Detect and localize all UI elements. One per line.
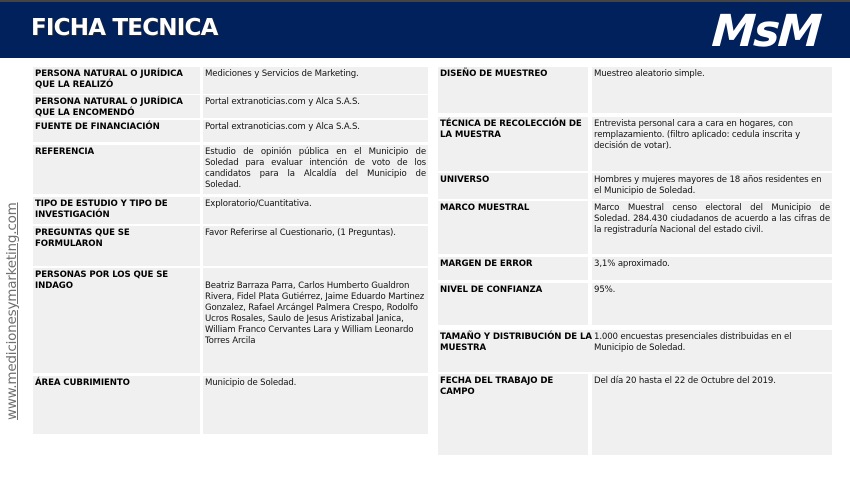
field-label: NIVEL DE CONFIANZA xyxy=(440,285,543,295)
field-label: TAMAÑO Y DISTRIBUCIÓN DE LA MUESTRA xyxy=(440,332,592,353)
table-row-confianza xyxy=(438,283,832,325)
field-value: 3,1% aproximado. xyxy=(594,259,670,269)
field-value: Hombres y mujeres mayores de 18 años residentes en el Municipio de Soledad. xyxy=(594,175,822,196)
table-row-fecha xyxy=(438,374,832,455)
table-row-personas xyxy=(33,268,428,373)
field-label: UNIVERSO xyxy=(440,175,490,185)
website-link[interactable]: www.medicionesymarketing.com xyxy=(4,202,20,420)
field-value: Muestreo aleatorio simple. xyxy=(594,69,705,79)
table-row-tecnica xyxy=(438,117,832,171)
field-value: Del día 20 hasta el 22 de Octubre del 2019. xyxy=(594,376,776,386)
field-label: PERSONA NATURAL O JURÍDICA QUE LA ENCOMENDÓ xyxy=(35,97,183,118)
field-label: TÉCNICA DE RECOLECCIÓN DE LA MUESTRA xyxy=(440,119,582,140)
table-row-referencia xyxy=(33,145,428,194)
table-row-preguntas xyxy=(33,226,428,266)
msm-logo: MsM xyxy=(710,6,822,57)
table-row-margen xyxy=(438,257,832,280)
table-row-realizo xyxy=(33,67,428,94)
field-value: Municipio de Soledad. xyxy=(205,378,297,388)
field-value: Entrevista personal cara a cara en hogares, con remplazamiento. (filtro aplicado: cedula inscrita y decisión de votar). xyxy=(594,119,801,151)
table-row-tamano xyxy=(438,330,832,372)
field-value: Favor Referirse al Cuestionario, (1 Preguntas). xyxy=(205,228,396,238)
field-value: 95%. xyxy=(594,285,616,295)
field-label: FECHA DEL TRABAJO DE CAMPO xyxy=(440,376,554,397)
table-row-diseno xyxy=(438,67,832,113)
field-value: 1.000 encuestas presenciales distribuidas en el Municipio de Soledad. xyxy=(594,332,792,353)
field-label: FUENTE DE FINANCIACIÓN xyxy=(35,122,160,132)
page-title: FICHA TECNICA xyxy=(31,15,218,41)
field-label: MARCO MUESTRAL xyxy=(440,203,530,213)
field-value: Portal extranoticias.com y Alca S.A.S. xyxy=(205,97,360,107)
field-label: PERSONA NATURAL O JURÍDICA QUE LA REALIZÓ xyxy=(35,69,183,90)
table-row-area xyxy=(33,376,428,434)
table-row-marco xyxy=(438,201,832,254)
field-value: Estudio de opinión pública en el Municipio de Soledad para evaluar intención de voto de los candidatos para la Alcaldía del Municipio de Soledad. xyxy=(205,147,426,190)
field-label: MARGEN DE ERROR xyxy=(440,259,533,269)
field-label: PREGUNTAS QUE SE FORMULARON xyxy=(35,228,130,249)
table-row-universo xyxy=(438,173,832,199)
table-row-financiacion xyxy=(33,120,428,142)
header-bar xyxy=(0,2,850,58)
field-label: PERSONAS POR LOS QUE SE INDAGO xyxy=(35,270,169,291)
table-row-tipo-estudio xyxy=(33,197,428,224)
field-value: Exploratorio/Cuantitativa. xyxy=(205,199,312,209)
table-row-encomendo xyxy=(33,95,428,118)
field-value: Portal extranoticias.com y Alca S.A.S. xyxy=(205,122,360,132)
field-value: Marco Muestral censo electoral del Municipio de Soledad. 284.430 ciudadanos de acuerdo a las cifras de la registraduría Nacional del estado civil. xyxy=(594,203,830,235)
field-label: DISEÑO DE MUESTREO xyxy=(440,69,548,79)
field-label: ÁREA CUBRIMIENTO xyxy=(35,378,130,388)
field-value: Mediciones y Servicios de Marketing. xyxy=(205,69,359,79)
field-value: Beatriz Barraza Parra, Carlos Humberto Gualdron Rivera, Fidel Plata Gutiérrez, Jaime Eduardo Martinez Gonzalez, Rafael Arcángel Palmera Crespo, Rodolfo Ucros Rosales, Saulo de Jesus Aristizabal Janica, William Franco Cervantes Lara y William Leonardo Torres Arcila xyxy=(205,281,425,346)
field-label: REFERENCIA xyxy=(35,147,95,157)
field-label: TIPO DE ESTUDIO Y TIPO DE INVESTIGACIÓN xyxy=(35,199,168,220)
